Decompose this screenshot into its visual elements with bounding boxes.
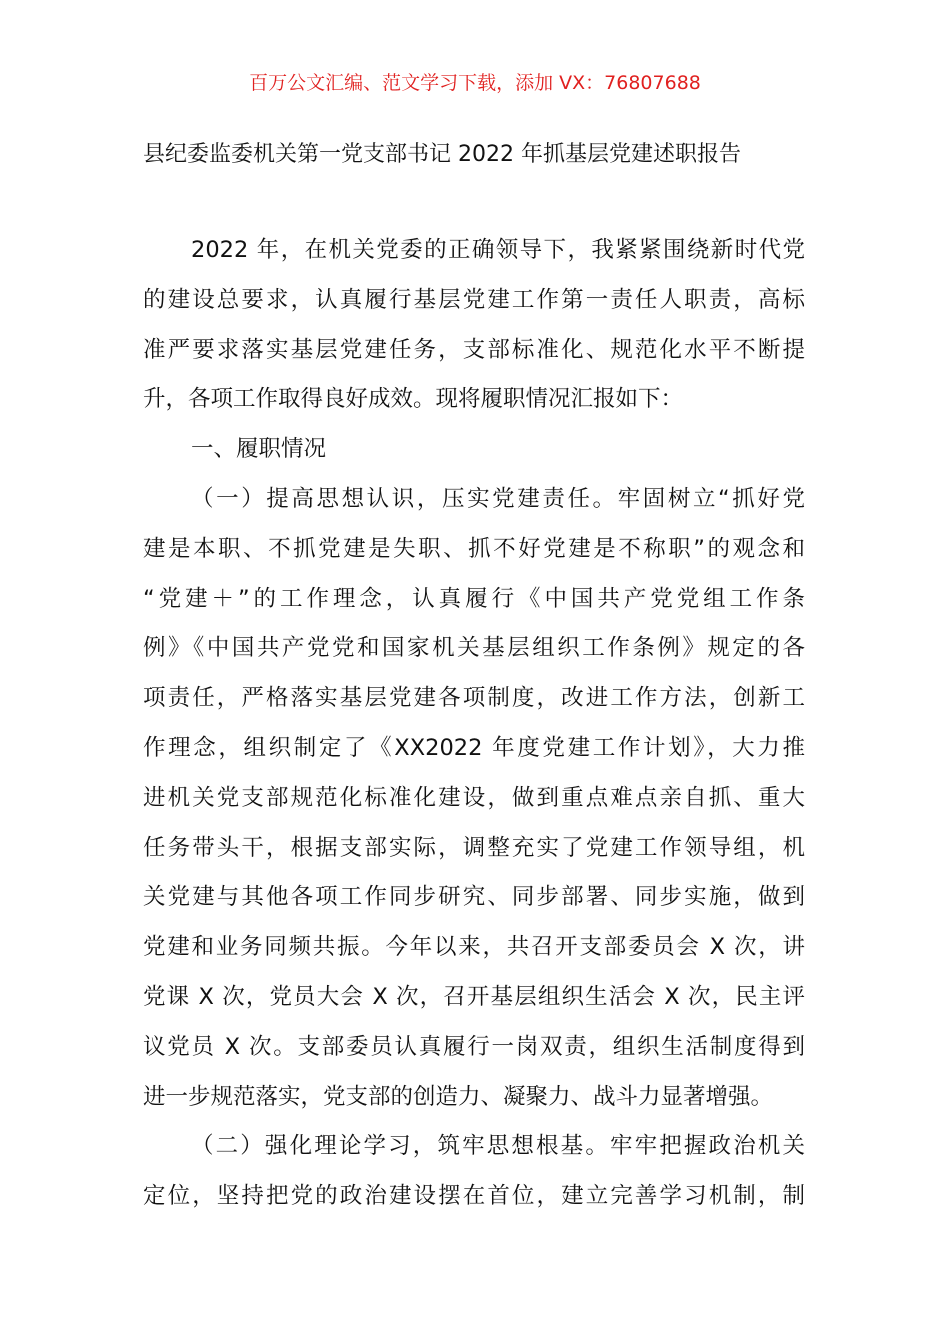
document-title: 县纪委监委机关第一党支部书记 2022 年抓基层党建述职报告: [143, 142, 741, 167]
paragraph-line: 党课 X 次，党员大会 X 次，召开基层组织生活会 X 次，民主评: [143, 983, 805, 1010]
paragraph-line: 一、履职情况: [191, 436, 327, 463]
watermark-banner: 百万公文汇编、范文学习下载，添加 VX：76807688: [249, 72, 701, 94]
paragraph-line: “党建＋”的工作理念，认真履行《中国共产党党组工作条: [143, 585, 805, 612]
paragraph-line: （一）提高思想认识，压实党建责任。牢固树立“抓好党: [191, 485, 805, 512]
paragraph-line: 升，各项工作取得良好成效。现将履职情况汇报如下：: [143, 386, 684, 413]
paragraph-line: 2022 年，在机关党委的正确领导下，我紧紧围绕新时代党: [191, 237, 805, 263]
paragraph-line: 关党建与其他各项工作同步研究、同步部署、同步实施，做到: [143, 884, 805, 911]
paragraph-line: 任务带头干，根据支部实际，调整充实了党建工作领导组，机: [143, 834, 805, 861]
paragraph-line: 的建设总要求，认真履行基层党建工作第一责任人职责，高标: [143, 286, 805, 313]
paragraph-line: 准严要求落实基层党建任务，支部标准化、规范化水平不断提: [143, 336, 805, 363]
paragraph-line: 建是本职、不抓党建是失职、抓不好党建是不称职”的观念和: [143, 535, 805, 562]
paragraph-line: 项责任，严格落实基层党建各项制度，改进工作方法，创新工: [143, 685, 805, 712]
document-body: [143, 232, 805, 1228]
paragraph-line: （二）强化理论学习，筑牢思想根基。牢牢把握政治机关: [191, 1133, 805, 1160]
paragraph-line: 党建和业务同频共振。今年以来，共召开支部委员会 X 次，讲: [143, 934, 805, 961]
paragraph-line: 进一步规范落实，党支部的创造力、凝聚力、战斗力显著增强。: [143, 1083, 774, 1110]
paragraph-line: 议党员 X 次。支部委员认真履行一岗双责，组织生活制度得到: [143, 1033, 805, 1060]
paragraph-line: 例》《中国共产党党和国家机关基层组织工作条例》规定的各: [143, 635, 805, 662]
paragraph-line: 进机关党支部规范化标准化建设，做到重点难点亲自抓、重大: [143, 784, 805, 811]
paragraph-line: 作理念，组织制定了《XX2022 年度党建工作计划》，大力推: [143, 734, 805, 761]
paragraph-line: 定位，坚持把党的政治建设摆在首位，建立完善学习机制，制: [143, 1183, 805, 1210]
